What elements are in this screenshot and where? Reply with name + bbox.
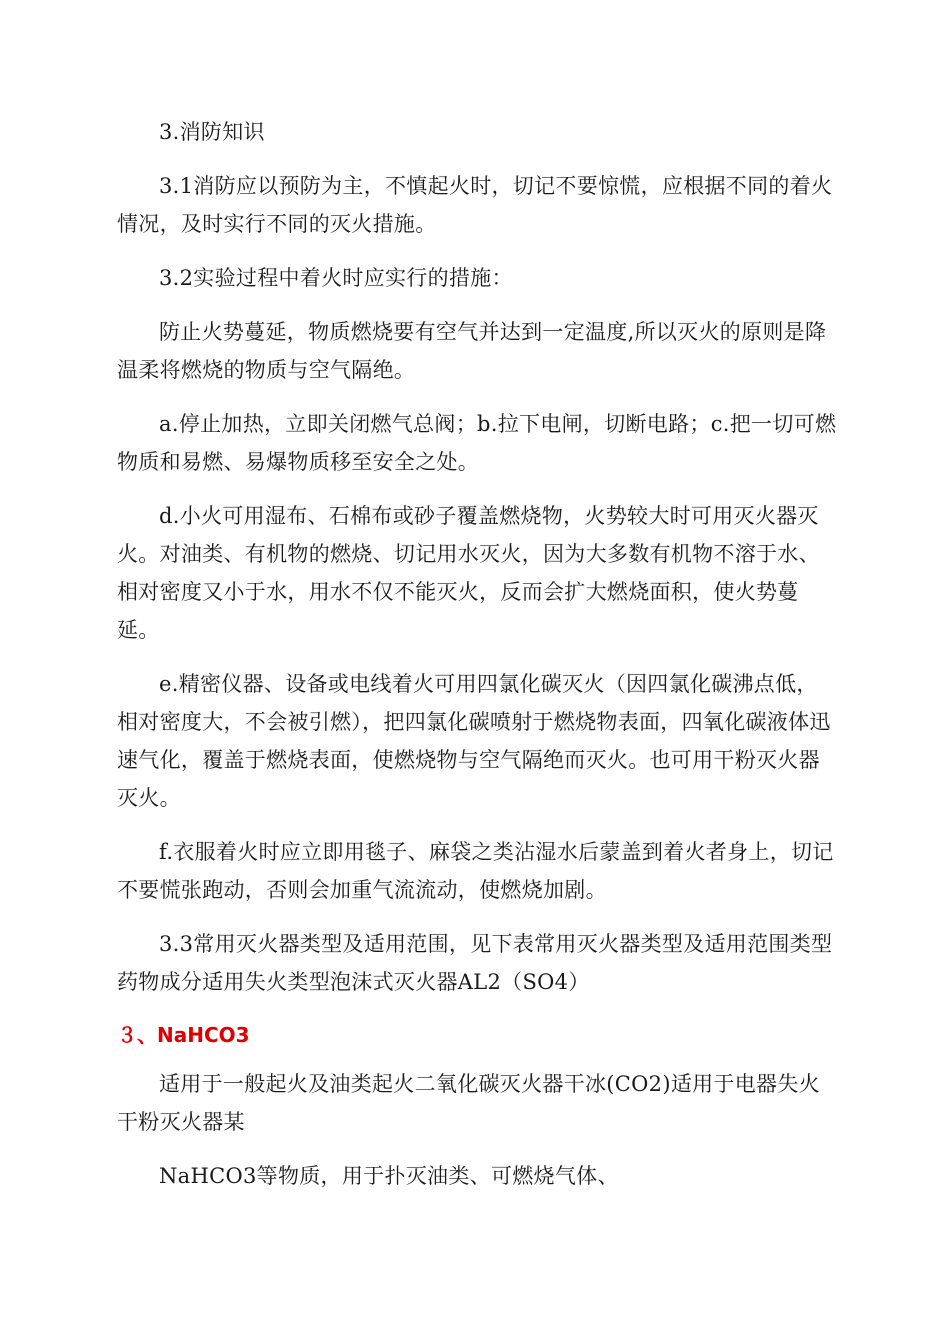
paragraph-f: f.衣服着火时应立即用毯子、麻袋之类沾湿水后蒙盖到着火者身上，切记不要慌张跑动，否则会加重气流流动，使燃烧加剧。 xyxy=(117,840,834,902)
paragraph-e: e.精密仪器、设备或电线着火可用四氯化碳灭火（因四氯化碳沸点低，相对密度大，不会被引燃），把四氯化碳喷射于燃烧物表面，四氧化碳液体迅速气化，覆盖于燃烧表面，使燃烧物与空气隔绝而灭火。也可用干粉灭火器灭火。 xyxy=(117,672,831,810)
paragraph-3-3: 3.3常用灭火器类型及适用范围，见下表常用灭火器类型及适用范围类型药物成分适用失火类型泡沫式灭火器AL2（SO4） xyxy=(117,932,833,994)
section-title: 3.消防知识 xyxy=(159,120,265,144)
paragraph-nahco3: NaHCO3等物质，用于扑灭油类、可燃烧气体、 xyxy=(159,1164,619,1188)
paragraph-a-b-c: a.停止加热，立即关闭燃气总阀；b.拉下电闸，切断电路；c.把一切可燃物质和易燃、易爆物质移至安全之处。 xyxy=(117,412,837,474)
paragraph-applicable: 适用于一般起火及油类起火二氧化碳灭火器干冰(CO2)适用于电器失火干粉灭火器某 xyxy=(117,1072,820,1134)
paragraph-3-1: 3.1消防应以预防为主，不慎起火时，切记不要惊慌，应根据不同的着火情况，及时实行不同的灭火措施。 xyxy=(117,174,833,236)
paragraph-d: d.小火可用湿布、石棉布或砂子覆盖燃烧物，火势较大时可用灭火器灭火。对油类、有机物的燃烧、切记用水灭火，因为大多数有机物不溶于水、相对密度又小于水，用水不仅不能灭火，反而会扩大燃烧面积，使火势蔓延。 xyxy=(117,504,820,642)
red-heading: ３、NaHCO3 xyxy=(117,1023,250,1047)
paragraph-principle: 防止火势蔓延，物质燃烧要有空气并达到一定温度,所以灭火的原则是降温柔将燃烧的物质与空气隔绝。 xyxy=(117,320,827,382)
paragraph-3-2: 3.2实验过程中着火时应实行的措施： xyxy=(159,266,513,290)
